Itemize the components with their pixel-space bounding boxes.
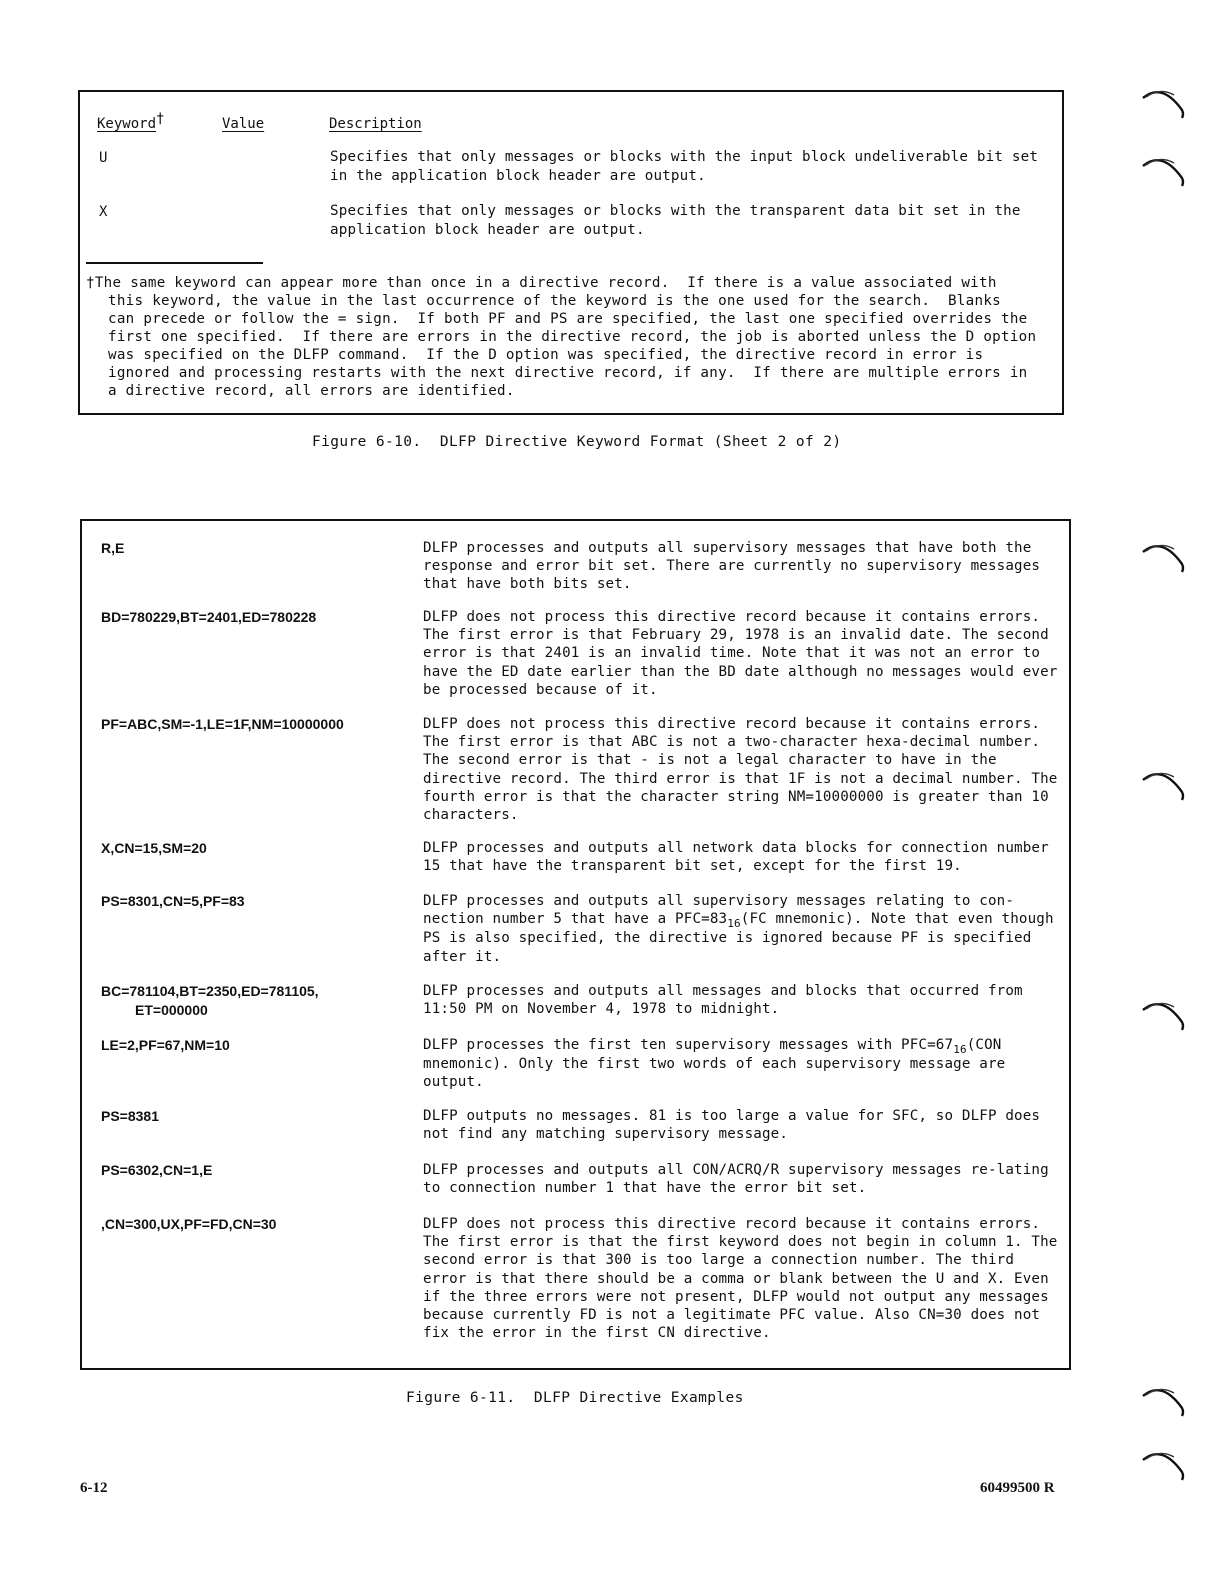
example-description: DLFP outputs no messages. 81 is too large a value for SFC, so DLFP does not find any matching supervisory message.	[423, 1108, 1041, 1143]
keyword-u: U	[99, 150, 108, 166]
binder-hole-mark	[1140, 996, 1186, 1032]
footnote-line: was specified on the DLFP command. If the D option was specified, the directive record in error is	[108, 347, 984, 363]
example-description: DLFP processes and outputs all network data blocks for connection number 15 that have the transparent bit set, except for the first 19.	[423, 840, 1049, 875]
binder-hole-mark	[1140, 84, 1186, 120]
example-directive: PS=6302,CN=1,E	[101, 1162, 213, 1178]
example-directive: LE=2,PF=67,NM=10	[101, 1037, 230, 1053]
subscript-base: 16	[953, 1043, 967, 1056]
example-directive: R,E	[101, 540, 125, 556]
binder-hole-mark	[1140, 538, 1186, 574]
footnote-line: ignored and processing restarts with the next directive record, if any. If there are multiple errors in	[108, 365, 1028, 381]
binder-hole-mark	[1140, 1446, 1186, 1482]
example-directive: PS=8301,CN=5,PF=83	[101, 893, 245, 909]
figure-6-10-caption: Figure 6-10. DLFP Directive Keyword Format (Sheet 2 of 2)	[312, 434, 842, 450]
footnote	[86, 274, 1054, 400]
footnote-line: first one specified. If there are errors in the directive record, the job is aborted unless the D option	[108, 329, 1037, 345]
example-directive: PF=ABC,SM=-1,LE=1F,NM=10000000	[101, 716, 344, 732]
keyword-x: X	[99, 204, 108, 220]
binder-hole-mark	[1140, 152, 1186, 188]
footnote-divider	[86, 262, 263, 264]
subscript-base: 16	[727, 917, 741, 931]
example-directive: ,CN=300,UX,PF=FD,CN=30	[101, 1216, 277, 1232]
example-description: DLFP processes and outputs all CON/ACRQ/R supervisory messages re-lating to connection number 1 that have the error bit set.	[423, 1162, 1049, 1197]
value-column-header: Value	[222, 116, 265, 132]
footnote-line: †The same keyword can appear more than once in a directive record. If there is a value associated with	[86, 275, 997, 291]
description-column-header: Description	[329, 116, 422, 132]
keyword-x-description: Specifies that only messages or blocks with the transparent data bit set in the application block header are output.	[330, 203, 1021, 238]
page-number: 6-12	[80, 1480, 108, 1496]
example-directive: PS=8381	[101, 1108, 159, 1124]
footnote-dagger: †	[86, 275, 95, 291]
example-description: DLFP does not process this directive record because it contains errors. The first error is that ABC is not a two-character hexa-decimal number. The second error is that - is not a legal character to have in the directive record. The third error is that 1F is not a decimal number. The fourth error is that the character string NM=10000000 is greater than 10 characters.	[423, 716, 1058, 824]
footnote-line: a directive record, all errors are identified.	[108, 383, 515, 399]
example-description: DLFP processes the first ten supervisory messages with $PFC=67_{16}(CON$ mnemonic). Only the first two words of each supervisory message are output.	[423, 1037, 1006, 1091]
binder-hole-mark	[1140, 1382, 1186, 1418]
keyword-format-table	[78, 90, 1064, 415]
figure-6-11-caption: Figure 6-11. DLFP Directive Examples	[406, 1390, 744, 1406]
keyword-u-description: Specifies that only messages or blocks with the input block undeliverable bit set in the application block header are output.	[330, 149, 1039, 184]
binder-hole-mark	[1140, 766, 1186, 802]
example-directive: BD=780229,BT=2401,ED=780228	[101, 609, 317, 625]
footnote-line: this keyword, the value in the last occurrence of the keyword is the one used for the search. Blanks	[108, 293, 1001, 309]
directive-examples-table	[80, 519, 1071, 1370]
dagger-mark: †	[156, 111, 165, 127]
example-description: DLFP processes and outputs all messages and blocks that occurred from 11:50 PM on November 4, 1978 to midnight.	[423, 983, 1023, 1018]
example-description: DLFP processes and outputs all supervisory messages relating to con-nection number 5 that have a $PFC=83_{16}(FC$ mnemonic). Note that even though PS is also specified, the directive is ignored because PF is specified after it.	[423, 893, 1054, 965]
example-description: DLFP does not process this directive record because it contains errors. The first error is that February 29, 1978 is an invalid date. The second error is that 2401 is an invalid time. Note that it was not an error to have the ED date earlier than the BD date although no messages would ever be processed because of it.	[423, 609, 1058, 698]
example-directive: BC=781104,BT=2350,ED=781105, ET=000000	[101, 983, 319, 1018]
example-description: DLFP does not process this directive record because it contains errors. The first error is that the first keyword does not begin in column 1. The second error is that 300 is too large a connection number. The third error is that there should be a comma or blank between the U and X. Even if the three errors were not present, DLFP would not output any messages because currently FD is not a legitimate PFC value. Also CN=30 does not fix the error in the first CN directive.	[423, 1216, 1058, 1342]
keyword-column-header: Keyword†	[97, 111, 165, 132]
example-description: DLFP processes and outputs all supervisory messages that have both the response and error bit set. There are currently no supervisory messages that have both bits set.	[423, 540, 1041, 593]
footnote-line: can precede or follow the = sign. If both PF and PS are specified, the last one specified overrides the	[108, 311, 1028, 327]
example-directive: X,CN=15,SM=20	[101, 840, 207, 856]
document-number: 60499500 R	[980, 1480, 1055, 1496]
